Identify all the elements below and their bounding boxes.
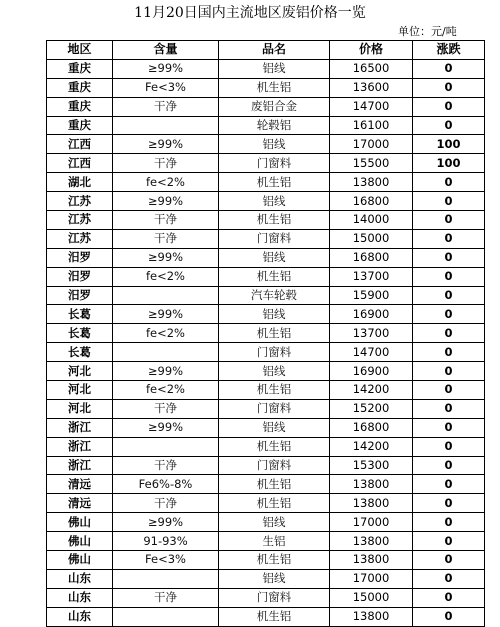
cell-price: 16900 — [330, 362, 413, 381]
cell-region: 重庆 — [47, 116, 113, 135]
cell-product: 机生铝 — [219, 173, 330, 192]
cell-product: 铝线 — [219, 192, 330, 211]
cell-change: 0 — [413, 248, 485, 267]
cell-change: 0 — [413, 418, 485, 437]
cell-change: 0 — [413, 211, 485, 230]
header-product: 品名 — [219, 41, 330, 60]
cell-change: 0 — [413, 475, 485, 494]
cell-price: 16800 — [330, 418, 413, 437]
table-row — [47, 569, 485, 588]
cell-content: 91-93% — [113, 532, 219, 551]
table-row — [47, 362, 485, 381]
cell-product: 机生铝 — [219, 211, 330, 230]
cell-change: 0 — [413, 305, 485, 324]
cell-content: 干净 — [113, 399, 219, 418]
table-row — [47, 381, 485, 400]
cell-price: 13800 — [330, 607, 413, 626]
cell-change: 0 — [413, 607, 485, 626]
cell-price: 15000 — [330, 229, 413, 248]
table-body — [47, 59, 485, 626]
cell-change: 0 — [413, 381, 485, 400]
cell-change: 0 — [413, 513, 485, 532]
cell-product: 铝线 — [219, 362, 330, 381]
cell-content: fe<2% — [113, 324, 219, 343]
table-row — [47, 248, 485, 267]
cell-region: 江苏 — [47, 211, 113, 230]
cell-price: 17000 — [330, 135, 413, 154]
header-region: 地区 — [47, 41, 113, 60]
cell-price: 16500 — [330, 59, 413, 78]
cell-change: 0 — [413, 588, 485, 607]
cell-region: 清远 — [47, 494, 113, 513]
cell-region: 浙江 — [47, 418, 113, 437]
cell-product: 门窗料 — [219, 588, 330, 607]
cell-content: ≥99% — [113, 59, 219, 78]
page-title: 11月20日国内主流地区废铝价格一览 — [134, 5, 366, 21]
cell-region: 山东 — [47, 588, 113, 607]
cell-price: 13600 — [330, 78, 413, 97]
table-row — [47, 286, 485, 305]
cell-content: 干净 — [113, 97, 219, 116]
cell-change: 100 — [413, 135, 485, 154]
table-row — [47, 154, 485, 173]
cell-change: 0 — [413, 59, 485, 78]
cell-product: 门窗料 — [219, 229, 330, 248]
cell-change: 0 — [413, 116, 485, 135]
table-row — [47, 456, 485, 475]
header-price: 价格 — [330, 41, 413, 60]
cell-region: 汨罗 — [47, 286, 113, 305]
cell-content — [113, 437, 219, 456]
cell-region: 浙江 — [47, 437, 113, 456]
cell-change: 0 — [413, 399, 485, 418]
cell-region: 长葛 — [47, 324, 113, 343]
cell-change: 0 — [413, 173, 485, 192]
cell-region: 江西 — [47, 135, 113, 154]
cell-change: 0 — [413, 267, 485, 286]
cell-content — [113, 116, 219, 135]
cell-price: 13700 — [330, 267, 413, 286]
cell-content: Fe<3% — [113, 78, 219, 97]
header-content: 含量 — [113, 41, 219, 60]
cell-change: 0 — [413, 437, 485, 456]
table-row — [47, 607, 485, 626]
cell-product: 机生铝 — [219, 324, 330, 343]
cell-region: 浙江 — [47, 456, 113, 475]
cell-product: 门窗料 — [219, 154, 330, 173]
cell-region: 长葛 — [47, 343, 113, 362]
cell-region: 汨罗 — [47, 248, 113, 267]
cell-region: 重庆 — [47, 78, 113, 97]
cell-price: 13800 — [330, 173, 413, 192]
cell-content: 干净 — [113, 588, 219, 607]
cell-price: 16800 — [330, 192, 413, 211]
cell-content: 干净 — [113, 211, 219, 230]
cell-product: 机生铝 — [219, 494, 330, 513]
cell-product: 汽车轮毂 — [219, 286, 330, 305]
cell-product: 生铝 — [219, 532, 330, 551]
cell-content — [113, 343, 219, 362]
cell-price: 14200 — [330, 437, 413, 456]
cell-change: 0 — [413, 192, 485, 211]
cell-price: 14700 — [330, 343, 413, 362]
cell-change: 0 — [413, 551, 485, 570]
cell-price: 14700 — [330, 97, 413, 116]
cell-change: 0 — [413, 286, 485, 305]
cell-content — [113, 569, 219, 588]
table-row — [47, 475, 485, 494]
cell-content: fe<2% — [113, 267, 219, 286]
cell-content: ≥99% — [113, 362, 219, 381]
cell-region: 山东 — [47, 569, 113, 588]
cell-region: 山东 — [47, 607, 113, 626]
cell-product: 机生铝 — [219, 475, 330, 494]
cell-price: 13800 — [330, 532, 413, 551]
cell-region: 江西 — [47, 154, 113, 173]
table-header-row — [47, 41, 485, 60]
table-row — [47, 551, 485, 570]
cell-content: fe<2% — [113, 173, 219, 192]
cell-product: 机生铝 — [219, 551, 330, 570]
cell-product: 铝线 — [219, 569, 330, 588]
table-row — [47, 229, 485, 248]
cell-content — [113, 286, 219, 305]
table-row — [47, 78, 485, 97]
table-row — [47, 192, 485, 211]
cell-price: 13700 — [330, 324, 413, 343]
cell-product: 机生铝 — [219, 78, 330, 97]
cell-product: 铝线 — [219, 59, 330, 78]
cell-content: 干净 — [113, 229, 219, 248]
table-row — [47, 305, 485, 324]
cell-product: 铝线 — [219, 248, 330, 267]
cell-change: 0 — [413, 456, 485, 475]
cell-price: 14200 — [330, 381, 413, 400]
cell-product: 废铝合金 — [219, 97, 330, 116]
cell-product: 门窗料 — [219, 343, 330, 362]
cell-price: 15900 — [330, 286, 413, 305]
table-row — [47, 97, 485, 116]
cell-region: 重庆 — [47, 97, 113, 116]
cell-product: 机生铝 — [219, 437, 330, 456]
cell-content: ≥99% — [113, 135, 219, 154]
cell-price: 13800 — [330, 551, 413, 570]
cell-product: 轮毂铝 — [219, 116, 330, 135]
cell-change: 0 — [413, 362, 485, 381]
table-row — [47, 513, 485, 532]
cell-price: 15200 — [330, 399, 413, 418]
cell-change: 0 — [413, 97, 485, 116]
cell-region: 江苏 — [47, 229, 113, 248]
cell-price: 15300 — [330, 456, 413, 475]
table-row — [47, 116, 485, 135]
cell-change: 0 — [413, 229, 485, 248]
table-row — [47, 324, 485, 343]
table-row — [47, 532, 485, 551]
cell-content — [113, 607, 219, 626]
table-row — [47, 437, 485, 456]
table-row — [47, 135, 485, 154]
cell-region: 长葛 — [47, 305, 113, 324]
table-row — [47, 399, 485, 418]
cell-price: 13800 — [330, 475, 413, 494]
table-row — [47, 418, 485, 437]
cell-content: ≥99% — [113, 418, 219, 437]
cell-change: 0 — [413, 532, 485, 551]
cell-region: 重庆 — [47, 59, 113, 78]
table-row — [47, 267, 485, 286]
table-row — [47, 211, 485, 230]
cell-price: 14000 — [330, 211, 413, 230]
cell-product: 铝线 — [219, 305, 330, 324]
cell-price: 17000 — [330, 569, 413, 588]
cell-content: ≥99% — [113, 192, 219, 211]
cell-region: 湖北 — [47, 173, 113, 192]
table-row — [47, 173, 485, 192]
cell-content: ≥99% — [113, 248, 219, 267]
cell-change: 0 — [413, 324, 485, 343]
cell-content: ≥99% — [113, 513, 219, 532]
cell-price: 16800 — [330, 248, 413, 267]
table-row — [47, 494, 485, 513]
cell-price: 13800 — [330, 494, 413, 513]
cell-price: 15500 — [330, 154, 413, 173]
cell-region: 河北 — [47, 399, 113, 418]
cell-change: 0 — [413, 569, 485, 588]
cell-region: 佛山 — [47, 551, 113, 570]
cell-price: 16100 — [330, 116, 413, 135]
header-change: 涨跌 — [413, 41, 485, 60]
cell-region: 汨罗 — [47, 267, 113, 286]
cell-price: 17000 — [330, 513, 413, 532]
cell-content: Fe6%-8% — [113, 475, 219, 494]
cell-product: 门窗料 — [219, 399, 330, 418]
cell-price: 16900 — [330, 305, 413, 324]
cell-region: 佛山 — [47, 532, 113, 551]
cell-product: 机生铝 — [219, 381, 330, 400]
cell-content: Fe<3% — [113, 551, 219, 570]
cell-product: 机生铝 — [219, 607, 330, 626]
cell-content: fe<2% — [113, 381, 219, 400]
cell-product: 铝线 — [219, 135, 330, 154]
cell-content: ≥99% — [113, 305, 219, 324]
cell-region: 清远 — [47, 475, 113, 494]
table-row — [47, 59, 485, 78]
table-row — [47, 588, 485, 607]
unit-label: 单位：元/吨 — [398, 25, 457, 38]
cell-product: 门窗料 — [219, 456, 330, 475]
price-table — [46, 40, 485, 627]
cell-region: 河北 — [47, 362, 113, 381]
cell-product: 铝线 — [219, 418, 330, 437]
cell-content: 干净 — [113, 154, 219, 173]
cell-content: 干净 — [113, 494, 219, 513]
cell-region: 河北 — [47, 381, 113, 400]
cell-price: 15000 — [330, 588, 413, 607]
cell-change: 0 — [413, 343, 485, 362]
cell-change: 100 — [413, 154, 485, 173]
table-row — [47, 343, 485, 362]
cell-product: 机生铝 — [219, 267, 330, 286]
cell-region: 江苏 — [47, 192, 113, 211]
cell-change: 0 — [413, 494, 485, 513]
cell-change: 0 — [413, 78, 485, 97]
cell-content: 干净 — [113, 456, 219, 475]
cell-region: 佛山 — [47, 513, 113, 532]
cell-product: 铝线 — [219, 513, 330, 532]
